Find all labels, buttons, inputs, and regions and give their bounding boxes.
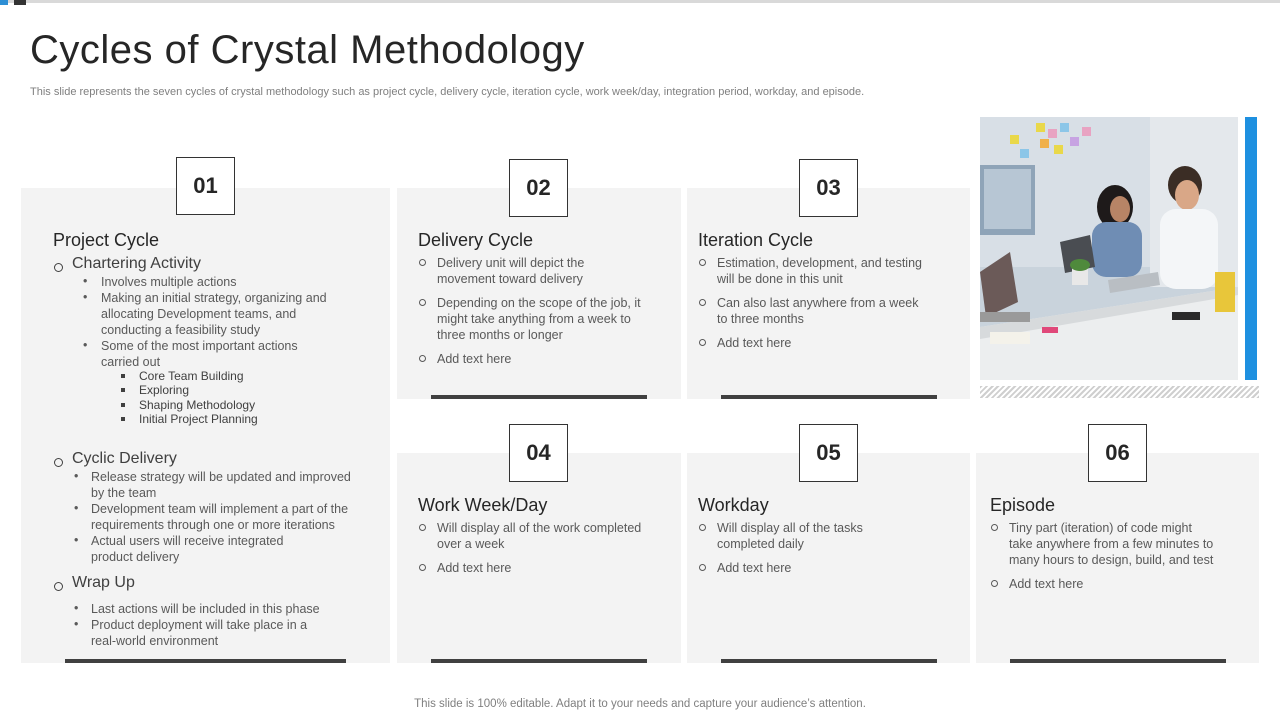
bullet-text: three months or longer [437,328,563,342]
card-iteration-cycle [687,188,970,399]
bullet-text: Delivery unit will depict the [437,256,585,270]
bullet-text: might take anything from a week to [437,312,631,326]
top-accent-dark [14,0,26,5]
card-bottom-bar [721,659,937,663]
meeting-photo [980,117,1238,380]
step-number-01: 01 [176,157,235,215]
add-text-placeholder[interactable]: Add text here [717,336,792,350]
dot-bullet-icon: • [74,501,79,515]
bullet-text: completed daily [717,537,804,551]
bullet-text: by the team [91,486,157,500]
card-title-project-cycle: Project Cycle [53,230,160,250]
bullet-text: Involves multiple actions [101,275,237,289]
page-subtitle: This slide represents the seven cycles of crystal methodology such as project cycle, delivery cycle, iteration cycle, work week/day, integration period, workday, and episode. [30,86,865,98]
bullet-text: Depending on the scope of the job, it [437,296,641,310]
bullet-text: will be done in this unit [717,272,843,286]
square-bullet-icon [121,417,125,421]
circle-bullet-icon [54,263,63,272]
card-delivery-cycle [397,188,681,399]
circle-bullet-icon [54,582,63,591]
step-number-02: 02 [509,159,568,217]
bullet-text: Will display all of the work completed [437,521,642,535]
bullet-text: Tiny part (iteration) of code might [1009,521,1192,535]
card-title-delivery-cycle: Delivery Cycle [418,230,534,250]
card-bottom-bar [721,395,937,399]
dot-bullet-icon: • [74,533,79,547]
card-workday [687,453,970,663]
circle-bullet-icon [699,564,706,571]
accent-stripe [1245,117,1257,380]
dot-bullet-icon: • [74,601,79,615]
bullet-text: Product deployment will take place in a [91,618,308,632]
square-bullet-icon [121,388,125,392]
bullet-text: take anywhere from a few minutes to [1009,537,1214,551]
card-bottom-bar [1010,659,1226,663]
dot-bullet-icon: • [74,469,79,483]
circle-bullet-icon [54,458,63,467]
bullet-text: Last actions will be included in this phase [91,602,320,616]
card-bottom-bar [65,659,346,663]
card-title-work-week-day: Work Week/Day [418,495,548,515]
add-text-placeholder[interactable]: Add text here [437,561,512,575]
circle-bullet-icon [991,524,998,531]
circle-bullet-icon [419,524,426,531]
add-text-placeholder[interactable]: Add text here [717,561,792,575]
bullet-text: over a week [437,537,505,551]
add-text-placeholder[interactable]: Add text here [1009,577,1084,591]
section-heading-wrap-up: Wrap Up [72,574,135,591]
bullet-text: Some of the most important actions [101,339,298,353]
square-bullet-icon [121,374,125,378]
step-number-03: 03 [799,159,858,217]
card-bottom-bar [431,395,647,399]
dot-bullet-icon: • [83,290,88,304]
bullet-text: movement toward delivery [437,272,583,286]
bullet-text: to three months [717,312,804,326]
bullet-text: Development team will implement a part of the [91,502,349,516]
step-number-05: 05 [799,424,858,482]
bullet-text: Actual users will receive integrated [91,534,284,548]
bullet-text: requirements through one or more iterations [91,518,335,532]
hatch-pattern [980,386,1259,398]
circle-bullet-icon [699,259,706,266]
top-accent-blue [0,0,8,5]
bullet-text: many hours to design, build, and test [1009,553,1214,567]
section-heading-chartering: Chartering Activity [72,255,201,272]
card-title-episode: Episode [990,495,1056,515]
square-bullet-icon [121,403,125,407]
circle-bullet-icon [699,299,706,306]
circle-bullet-icon [419,355,426,362]
bullet-text: real-world environment [91,634,219,648]
subitem-text: Exploring [139,383,190,397]
step-number-06: 06 [1088,424,1147,482]
circle-bullet-icon [699,339,706,346]
circle-bullet-icon [419,259,426,266]
bullet-text: product delivery [91,550,180,564]
subitem-text: Initial Project Planning [139,412,258,426]
circle-bullet-icon [991,580,998,587]
footer-note: This slide is 100% editable. Adapt it to your needs and capture your audience’s attention. [414,698,866,710]
card-work-week-day [397,453,681,663]
bullet-text: Making an initial strategy, organizing and [101,291,327,305]
bullet-text: allocating Development teams, and [101,307,297,321]
bullet-text: conducting a feasibility study [101,323,261,337]
circle-bullet-icon [419,299,426,306]
bullet-text: Estimation, development, and testing [717,256,922,270]
bullet-text: Can also last anywhere from a week [717,296,919,310]
dot-bullet-icon: • [83,338,88,352]
bullet-text: Will display all of the tasks [717,521,863,535]
circle-bullet-icon [419,564,426,571]
card-title-workday: Workday [698,495,769,515]
card-bottom-bar [431,659,647,663]
subitem-text: Core Team Building [139,369,244,383]
dot-bullet-icon: • [74,617,79,631]
add-text-placeholder[interactable]: Add text here [437,352,512,366]
section-heading-cyclic-delivery: Cyclic Delivery [72,450,177,467]
bullet-text: carried out [101,355,161,369]
top-rule [0,0,1280,3]
subitem-text: Shaping Methodology [139,398,256,412]
bullet-text: Release strategy will be updated and improved [91,470,351,484]
circle-bullet-icon [699,524,706,531]
step-number-04: 04 [509,424,568,482]
dot-bullet-icon: • [83,274,88,288]
page-title: Cycles of Crystal Methodology [30,28,585,72]
card-title-iteration-cycle: Iteration Cycle [698,230,814,250]
